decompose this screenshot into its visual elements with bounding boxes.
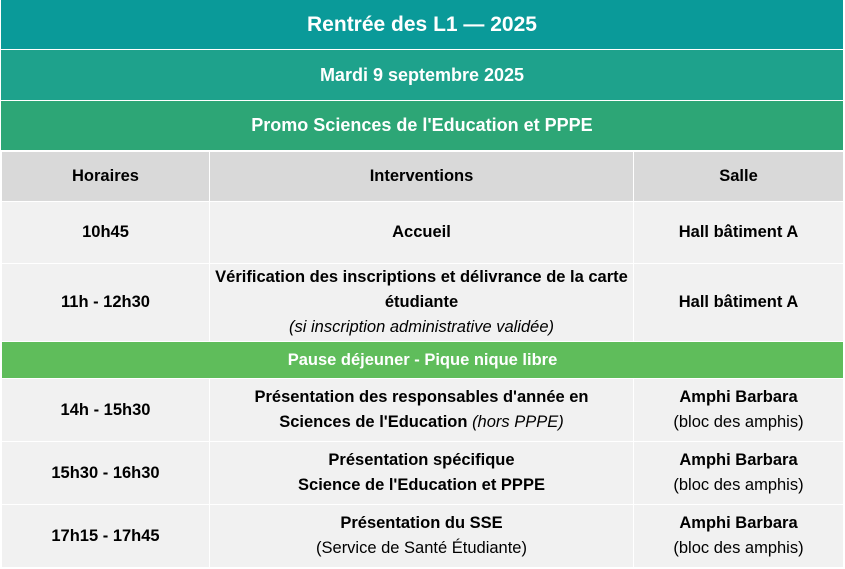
table-row bbox=[2, 379, 844, 442]
intervention-title: Présentation du SSE bbox=[340, 514, 503, 532]
room-note: (bloc des amphis) bbox=[673, 476, 804, 494]
intervention-cell bbox=[210, 505, 634, 568]
room-name: Amphi Barbara bbox=[679, 514, 798, 532]
room-note: (bloc des amphis) bbox=[673, 539, 804, 557]
intervention-cell bbox=[210, 379, 634, 442]
intervention-cell bbox=[210, 442, 634, 505]
table-row bbox=[2, 202, 844, 264]
room-cell bbox=[634, 379, 844, 442]
lunch-break-row bbox=[2, 342, 844, 379]
intervention-note: (hors PPPE) bbox=[472, 413, 564, 431]
table-row bbox=[2, 505, 844, 568]
intervention-note: (si inscription administrative validée) bbox=[288, 318, 554, 336]
promo-title: Promo Sciences de l'Education et PPPE bbox=[1, 101, 843, 151]
column-header-interventions: Interventions bbox=[210, 152, 634, 202]
intervention-cell bbox=[210, 264, 634, 342]
time-cell: 15h30 - 16h30 bbox=[2, 442, 210, 505]
lunch-break-label: Pause déjeuner - Pique nique libre bbox=[2, 342, 844, 379]
time-cell: 17h15 - 17h45 bbox=[2, 505, 210, 568]
room-cell: Hall bâtiment A bbox=[634, 202, 844, 264]
room-note: (bloc des amphis) bbox=[673, 413, 804, 431]
room-cell bbox=[634, 442, 844, 505]
intervention-title: Vérification des inscriptions et délivrance de la carte étudiante bbox=[215, 268, 628, 311]
room-name: Amphi Barbara bbox=[679, 451, 798, 469]
table-header-row bbox=[2, 152, 844, 202]
room-cell: Hall bâtiment A bbox=[634, 264, 844, 342]
intervention-title: Présentation des responsables d'année en bbox=[254, 388, 589, 406]
column-header-salle: Salle bbox=[634, 152, 844, 202]
time-cell: 14h - 15h30 bbox=[2, 379, 210, 442]
time-cell: 11h - 12h30 bbox=[2, 264, 210, 342]
intervention-note: (Service de Santé Étudiante) bbox=[316, 539, 527, 557]
intervention-cell bbox=[210, 202, 634, 264]
time-cell: 10h45 bbox=[2, 202, 210, 264]
intervention-subtitle: Science de l'Education et PPPE bbox=[298, 476, 545, 494]
room-name: Amphi Barbara bbox=[679, 388, 798, 406]
intervention-title: Accueil bbox=[392, 223, 451, 241]
column-header-horaires: Horaires bbox=[2, 152, 210, 202]
table-row bbox=[2, 264, 844, 342]
schedule-table bbox=[1, 151, 844, 568]
event-title: Rentrée des L1 — 2025 bbox=[1, 0, 843, 50]
table-row bbox=[2, 442, 844, 505]
event-date: Mardi 9 septembre 2025 bbox=[1, 50, 843, 101]
intervention-title: Présentation spécifique bbox=[328, 451, 515, 469]
room-cell bbox=[634, 505, 844, 568]
intervention-subtitle: Sciences de l'Education bbox=[279, 413, 468, 431]
